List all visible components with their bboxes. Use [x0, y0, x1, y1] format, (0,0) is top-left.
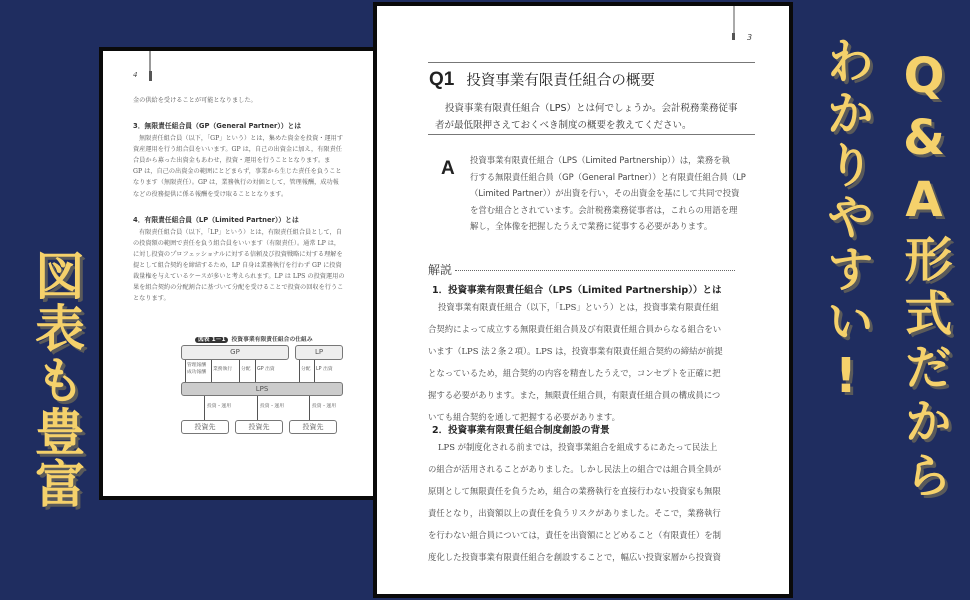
section-3-line: 資産運用を行う組合員をいいます。GP は，自己の出資金に加え，有限責任	[133, 146, 342, 154]
question-heading: 投資事業有限責任組合の概要	[466, 73, 655, 89]
section-1-line: 握する必要があります。また，無限責任組合員，有限責任組合員の構成員につ	[428, 390, 721, 400]
invest-op-label: 投資・運用	[312, 404, 336, 409]
arrow-line	[211, 360, 212, 382]
section-1-body	[428, 296, 758, 428]
section-1-line: いても組合契約を通して把握する必要があります。	[428, 412, 620, 422]
question-title	[429, 69, 655, 91]
divider	[428, 134, 755, 135]
section-1-line: います（LPS 法２条２項）。LPS は，投資事業有限責任組合契約の締結が前提	[428, 346, 723, 356]
section-4-line: となります。	[133, 295, 170, 303]
section-3-line: GP は，自己の出資金の範囲にとどまらず，事業から生じた責任を負うこと	[133, 168, 342, 176]
arrow-line	[255, 360, 256, 382]
figure-title: 投資事業有限責任組合の仕組み	[231, 337, 313, 343]
arrow-line	[204, 396, 205, 420]
section-4-line: 裁量権を与えているケースが多いと考えられます。LP は LPS の投資運用の	[133, 273, 345, 281]
page-thumb-tab-mark	[732, 33, 735, 40]
answer-line: （Limited Partner））が出資を行い，その出資金を基にして共同で投資	[470, 188, 740, 199]
diagram-caption	[195, 334, 313, 343]
answer-line: 解し，全体像を把握したうえで業務に従事する必要があります。	[470, 221, 713, 232]
arrow-line	[239, 360, 240, 382]
section-2-body	[428, 436, 758, 568]
section-2-line: 度化した投資事業有限責任組合を創設することで，幅広い投資家層から投資資	[428, 552, 721, 562]
promo-headline-easy: わかりやすい!	[818, 36, 874, 408]
page-number: 4	[133, 71, 138, 79]
section-3-line: などの役務提供に係る報酬を受け取ることとなります。	[133, 190, 288, 198]
front-page-p3	[373, 2, 793, 598]
page-thumb-tab-mark	[149, 71, 152, 81]
gp-investment-label: GP 出資	[257, 367, 275, 372]
investee-box: 投資先	[289, 420, 337, 434]
answer-body	[470, 152, 755, 235]
invest-op-label: 投資・運用	[260, 404, 284, 409]
answer-line: 行する無限責任組合員（GP（General Partner））と有限責任組合員（LP	[470, 171, 746, 182]
section-3-line: 無限責任組合員（以下，「GP」という）とは，集めた資金を投資・運用す	[139, 135, 344, 143]
arrow-line	[299, 360, 300, 382]
section-2-line: を行わない組合員については，責任を出資額にとどめること（有限責任）を制	[428, 530, 721, 540]
back-page-body	[133, 95, 389, 304]
lp-distribution-label: 分配	[301, 367, 311, 372]
investee-box: 投資先	[235, 420, 283, 434]
section-2-line: 原則として無限責任を負うため，組合の業務執行を直接行わない投資家も無限	[428, 486, 721, 496]
gp-distribution-label: 分配	[241, 367, 251, 372]
section-2-line: 責任となり，出資額以上の責任を負うリスクがありました。そこで，業務執行	[428, 508, 721, 518]
question-lead-line: 者が最低限押さえておくべき制度の概要を教えてください。	[435, 120, 692, 131]
invest-op-label: 投資・運用	[207, 404, 231, 409]
section-1-line: となっているため，組合契約の内容を精査したうえで，コンセプトを正確に把	[428, 368, 721, 378]
question-lead-line: 投資事業有限責任組合（LPS）とは何でしょうか。会計税務業務従事	[445, 103, 738, 114]
question-lead	[435, 100, 755, 134]
section-4-line: 有限責任組合員（以下，「LP」という）とは，有限責任組合員として，自	[139, 228, 343, 236]
fee-label: 管理報酬	[187, 363, 207, 368]
promo-headline-rich-figures: 図表も豊富	[27, 250, 85, 510]
section-4-line: の投資額の範囲で責任を負う組合員をいいます（有限責任）。通常 LP は，	[133, 239, 341, 247]
divider	[428, 62, 755, 63]
arrow-line	[185, 360, 186, 382]
arrow-line	[309, 396, 310, 420]
section-2-line: の組合が活用されることがありました。しかし民法上の組合では組合員全員が	[428, 464, 722, 474]
answer-label: A	[441, 158, 455, 179]
section-2-line: LPS が制度化される前までは，投資事業組合を組成するにあたって民法上	[438, 442, 718, 452]
dotted-leader	[455, 270, 735, 271]
gp-box: GP	[181, 345, 289, 360]
commentary-heading	[428, 261, 755, 278]
lp-investment-label: LP 出資	[316, 367, 333, 372]
lps-structure-diagram	[177, 334, 347, 439]
lp-box: LP	[295, 345, 343, 360]
intro-line: 金の供給を受けることが可能となりました。	[133, 97, 257, 104]
section-3-line: 合員から募った出資金もあわせ，投資・運用を行うこととなります。ま	[133, 157, 331, 165]
lps-box: LPS	[181, 382, 343, 396]
answer-line: 投資事業有限責任組合（LPS（Limited Partnership））は，業務を執	[470, 155, 730, 165]
arrow-line	[314, 360, 315, 382]
section-4-line: に対し投資のプロフェッショナルに対する信頼及び投資戦略に対する理解を	[133, 250, 343, 258]
page-number: 3	[747, 33, 753, 42]
exec-label: 業務執行	[213, 367, 233, 372]
commentary-label: 解説	[428, 263, 453, 277]
section-2-heading: 2．投資事業有限責任組合制度創設の背景	[432, 425, 610, 436]
section-1-line: 投資事業有限責任組合（以下，「LPS」という）とは，投資事業有限責任組	[438, 302, 719, 312]
back-page-p4	[99, 47, 389, 500]
section-4-heading: 4．有限責任組合員（LP（Limited Partner））とは	[133, 215, 299, 224]
fee-label: 成功報酬	[187, 370, 207, 375]
section-3-line: なります（無限責任）。GP は，業務執行の対価として，管理報酬，成功報	[133, 179, 339, 187]
question-label: Q1	[429, 69, 455, 90]
figure-badge: 図表 1－1	[195, 337, 228, 343]
section-3-heading: 3．無限責任組合員（GP（General Partner））とは	[133, 122, 302, 131]
promo-headline-qa-format: Q&A形式だから	[896, 48, 952, 504]
section-4-line: 提として組合契約を締結するため，LP 自身は業務執行を行わず GP に投資	[133, 261, 342, 269]
arrow-line	[257, 396, 258, 420]
answer-line: を営む組合とされています。会計税務業務従事者は，これらの用語を理	[470, 204, 738, 215]
investee-box: 投資先	[181, 420, 229, 434]
section-1-heading: 1．投資事業有限責任組合（LPS（Limited Partnership））とは	[432, 285, 722, 296]
section-1-line: 合契約によって成立する無限責任組合員及び有限責任組合員からなる組合をい	[428, 324, 722, 334]
section-4-line: 果を組合契約の分配割合に基づいて分配を受けることで投資の回収を行うこ	[133, 284, 344, 292]
